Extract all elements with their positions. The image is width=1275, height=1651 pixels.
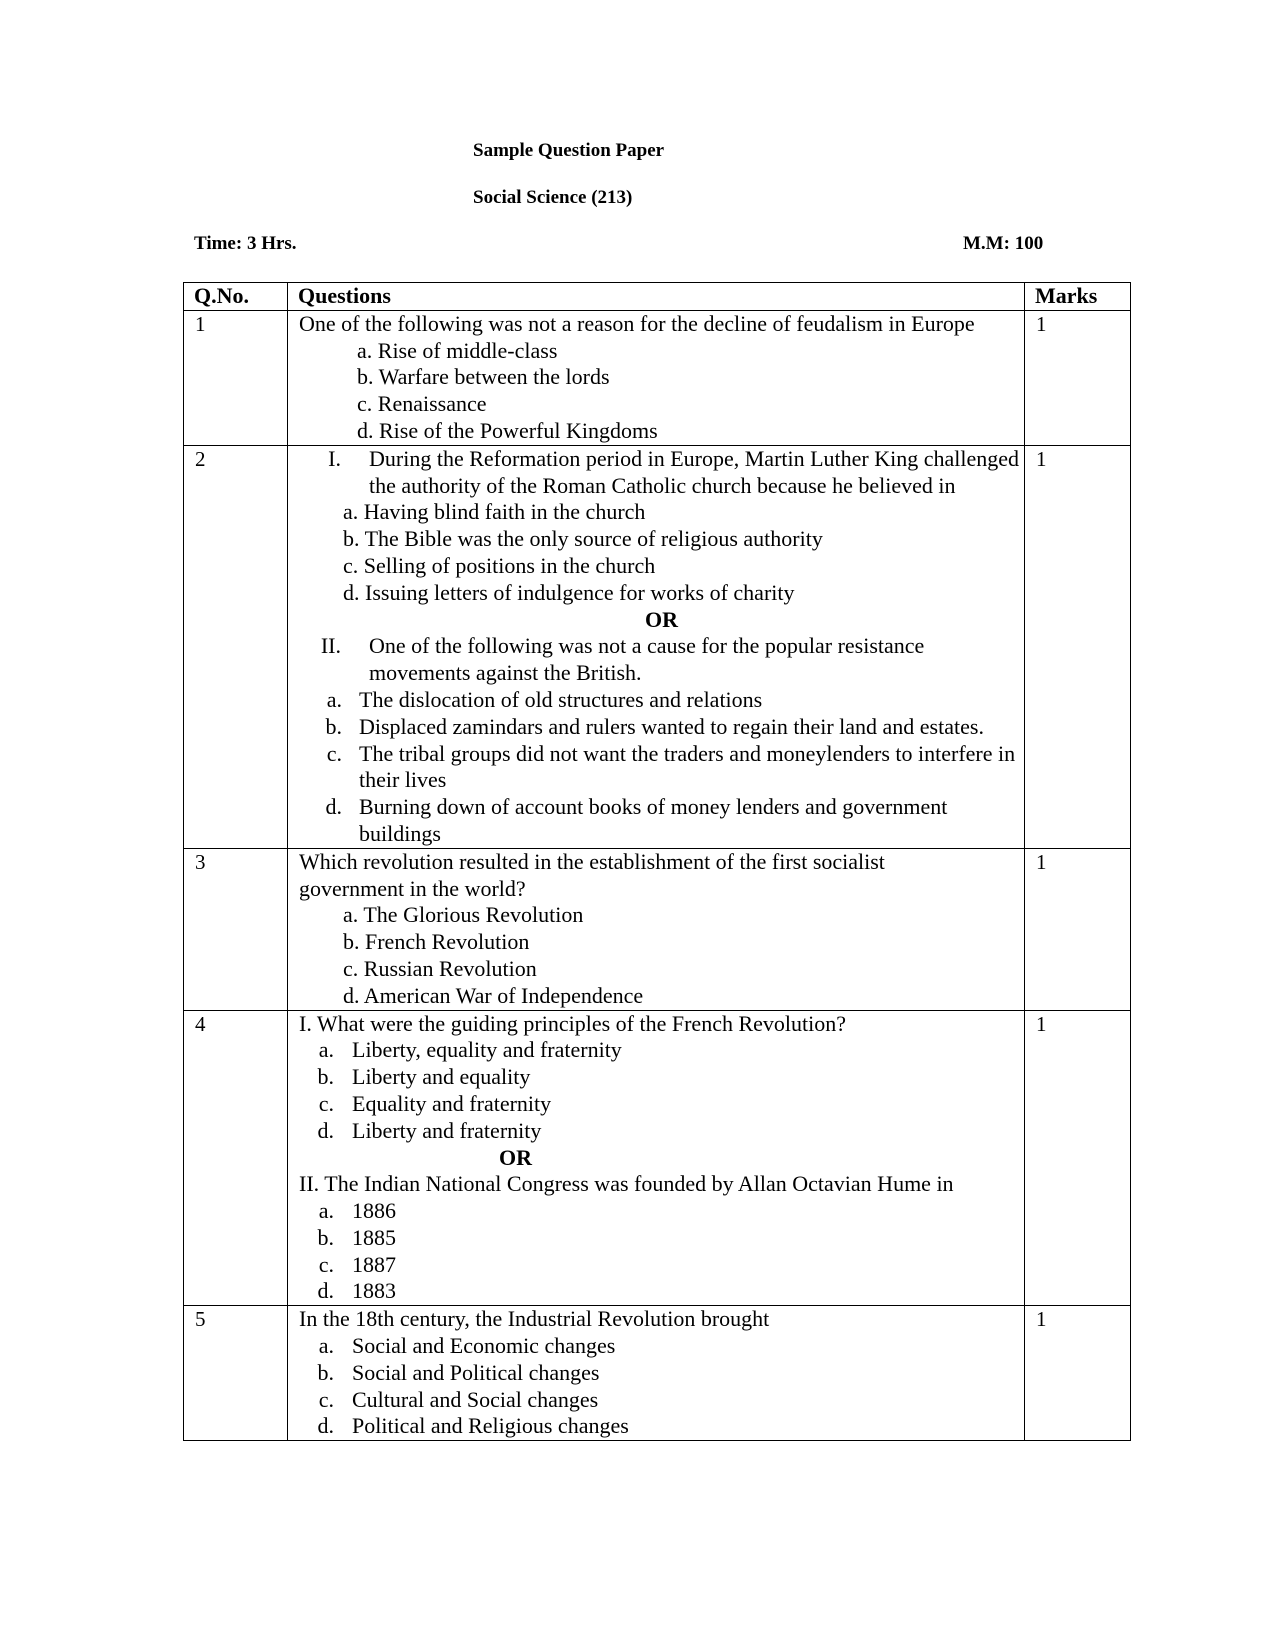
table-row — [184, 445, 1131, 848]
option-label: c. — [318, 1386, 334, 1412]
option: c. Selling of positions in the church — [343, 552, 656, 578]
option: b. French Revolution — [343, 929, 530, 955]
option — [299, 1064, 1024, 1091]
option — [299, 1278, 1024, 1305]
option-text: Liberty and fraternity — [352, 1117, 542, 1143]
question-table — [183, 282, 1131, 1441]
question-cell — [288, 1306, 1025, 1441]
question-stem: One of the following was not a cause for the popular resistance movements against the British. — [369, 633, 925, 686]
or-separator: OR — [645, 606, 678, 632]
option-label: d. — [317, 1117, 334, 1143]
question-stem: II. The Indian National Congress was founded by Allan Octavian Hume in — [299, 1171, 954, 1197]
option — [299, 1037, 1024, 1064]
option-text: Burning down of account books of money lenders and government buildings — [359, 794, 948, 846]
question-marks: 1 — [1025, 310, 1131, 445]
option: b. The Bible was the only source of religious authority — [343, 526, 823, 552]
option-text: Political and Religious changes — [352, 1413, 629, 1439]
question-cell — [288, 445, 1025, 848]
or-separator: OR — [499, 1144, 532, 1170]
question-number: 4 — [184, 1010, 288, 1306]
question-stem: Which revolution resulted in the establishment of the first socialist government in the world? — [299, 848, 885, 901]
option-label: b. — [317, 1224, 334, 1250]
option-label: a. — [318, 1198, 334, 1224]
option-label: a. — [318, 1037, 334, 1063]
option-text: Cultural and Social changes — [352, 1386, 599, 1412]
paper-title: Sample Question Paper — [473, 140, 665, 161]
option-text: Displaced zamindars and rulers wanted to regain their land and estates. — [359, 713, 984, 739]
option: a. The Glorious Revolution — [343, 902, 584, 928]
option: b. Warfare between the lords — [357, 364, 610, 390]
option — [299, 1252, 1024, 1279]
option — [299, 1118, 1024, 1145]
question-marks: 1 — [1025, 848, 1131, 1010]
question-stem: I. What were the guiding principles of the French Revolution? — [299, 1010, 847, 1036]
question-number: 5 — [184, 1306, 288, 1441]
option — [299, 1387, 1024, 1414]
table-row — [184, 1306, 1131, 1441]
paper-subject: Social Science (213) — [473, 187, 633, 208]
table-row — [184, 310, 1131, 445]
header-qno: Q.No. — [184, 283, 288, 311]
option-label: b. — [317, 1064, 334, 1090]
option-label: a. — [318, 1333, 334, 1359]
question-number: 1 — [184, 310, 288, 445]
option — [299, 1413, 1024, 1440]
question-cell — [288, 310, 1025, 445]
option: d. American War of Independence — [343, 982, 644, 1008]
table-row — [184, 848, 1131, 1010]
header-marks: Marks — [1025, 283, 1131, 311]
option: c. Russian Revolution — [343, 955, 537, 981]
time-allowed: Time: 3 Hrs. — [194, 233, 297, 254]
option-text: 1887 — [352, 1251, 396, 1277]
option-label: c. — [318, 1090, 334, 1116]
option-text: Social and Economic changes — [352, 1333, 616, 1359]
option-text: The dislocation of old structures and relations — [359, 686, 763, 712]
roman-label: I. — [328, 445, 341, 471]
option: d. Rise of the Powerful Kingdoms — [357, 417, 658, 443]
option-text: The tribal groups did not want the traders and moneylenders to interfere in their lives — [359, 740, 1016, 793]
option-label: b. — [325, 713, 342, 739]
option — [299, 687, 1024, 714]
question-stem: During the Reformation period in Europe, Martin Luther King challenged the authority of the Roman Catholic church because he believed in — [369, 445, 1020, 498]
question-cell — [288, 848, 1025, 1010]
option — [299, 1198, 1024, 1225]
option-text: 1885 — [352, 1224, 396, 1250]
option-text: Equality and fraternity — [352, 1090, 552, 1116]
option-label: b. — [317, 1359, 334, 1385]
option: d. Issuing letters of indulgence for works of charity — [343, 579, 795, 605]
question-number: 2 — [184, 445, 288, 848]
table-row — [184, 1010, 1131, 1306]
option-label: d. — [317, 1413, 334, 1439]
option: a. Rise of middle-class — [357, 337, 558, 363]
question-marks: 1 — [1025, 1306, 1131, 1441]
roman-part-i — [299, 446, 1024, 500]
question-marks: 1 — [1025, 445, 1131, 848]
option — [299, 1333, 1024, 1360]
option-text: Social and Political changes — [352, 1359, 600, 1385]
option: a. Having blind faith in the church — [343, 499, 646, 525]
option — [299, 1091, 1024, 1118]
roman-part-ii — [299, 633, 1024, 687]
option-label: d. — [325, 794, 342, 820]
question-stem: One of the following was not a reason for the decline of feudalism in Europe — [299, 310, 975, 336]
roman-label: II. — [320, 633, 341, 659]
question-number: 3 — [184, 848, 288, 1010]
option — [299, 794, 1024, 848]
option-text: 1886 — [352, 1198, 396, 1224]
option-label: d. — [317, 1278, 334, 1304]
option: c. Renaissance — [357, 391, 487, 417]
option-text: Liberty and equality — [352, 1064, 531, 1090]
option-label: a. — [326, 686, 342, 712]
option — [299, 741, 1024, 795]
option — [299, 714, 1024, 741]
option — [299, 1360, 1024, 1387]
question-stem: In the 18th century, the Industrial Revolution brought — [299, 1306, 770, 1332]
option-text: 1883 — [352, 1278, 396, 1304]
option — [299, 1225, 1024, 1252]
max-marks: M.M: 100 — [963, 233, 1044, 254]
header-questions: Questions — [288, 283, 1025, 311]
option-label: c. — [318, 1251, 334, 1277]
option-label: c. — [326, 740, 342, 766]
table-header-row — [184, 283, 1131, 311]
question-marks: 1 — [1025, 1010, 1131, 1306]
option-text: Liberty, equality and fraternity — [352, 1037, 622, 1063]
question-cell — [288, 1010, 1025, 1306]
